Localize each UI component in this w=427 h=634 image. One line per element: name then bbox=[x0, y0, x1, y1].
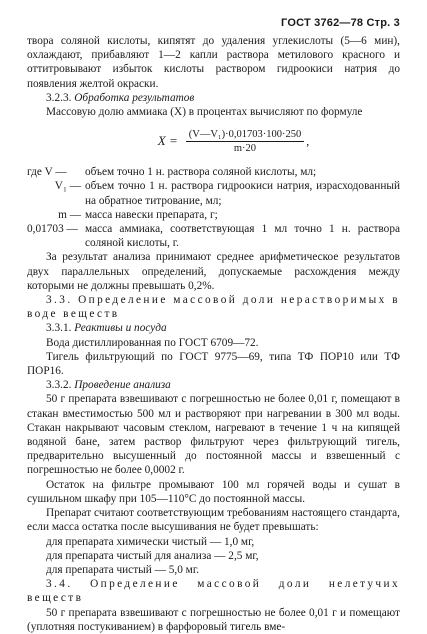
formula-fraction bbox=[186, 129, 304, 154]
paragraph-7: Остаток на фильтре промывают 100 мл горячей воды и сушат в сушильном шкафу при 105—110°С до постоянной массы. bbox=[27, 478, 400, 505]
formula-comma: , bbox=[306, 133, 310, 148]
paragraph-1: твора соляной кислоты, кипятят до удаления углекислоты (5—6 мин), охлаждают, прибавляют 1—2 капли раствора метилового красного и оттитровывают избыток кислоты раствором гидроокиси натрия до появления желтой окраски. bbox=[27, 35, 400, 90]
formula-denominator: m·20 bbox=[233, 142, 257, 154]
page-number: Стр. 3 bbox=[366, 17, 400, 29]
section-title: Реактивы и посуда bbox=[74, 322, 167, 335]
section-3-3-1-heading bbox=[27, 321, 400, 335]
definition-text: объем точно 1 н. раствора гидроокиси натрия, израсходованный на обратное титрование, мл; bbox=[85, 180, 400, 207]
section-title: Обработка результатов bbox=[74, 91, 195, 104]
paragraph-6: 50 г препарата взвешивают с погрешностью не более 0,01 г, помещают в стакан вместимостью 500 мл и растворяют при нагревании в 300 мл воды. Стакан накрывают часовым стеклом, нагревают в течение 1 ч на кипящей водяной бане, затем раствор фильтруют через фильтрующий тигель, предварительно высушенный до постоянной массы и взвешенный с погрешностью не более 0,0002 г. bbox=[27, 393, 400, 477]
section-3-3-2-heading bbox=[27, 378, 400, 392]
limit-row bbox=[27, 535, 400, 549]
limit-value: 2,5 мг, bbox=[228, 549, 259, 562]
formula-lhs: X = bbox=[157, 133, 178, 149]
paragraph-9: 50 г препарата взвешивают с погрешностью не более 0,01 г и помещают (уплотняя постукиванием) в фарфоровый тигель вме- bbox=[27, 606, 400, 633]
limit-label: для препарата чистый — bbox=[46, 563, 166, 576]
section-number: 3.2.3. bbox=[46, 91, 72, 104]
section-3-3-heading: 3.3. Определение массовой доли нерастворимых в воде веществ bbox=[27, 294, 400, 321]
definition-row bbox=[27, 208, 400, 222]
limit-label: для препарата чистый для анализа — bbox=[46, 549, 226, 562]
limit-row bbox=[27, 549, 400, 563]
definition-row bbox=[27, 222, 400, 250]
page-header bbox=[27, 17, 400, 34]
section-3-4-heading: 3.4. Определение массовой доли нелетучих веществ bbox=[27, 578, 400, 605]
limit-label: для препарата химически чистый — bbox=[46, 535, 222, 548]
section-number: 3.3.1. bbox=[46, 322, 72, 335]
formula-numerator: (V—V₁)·0,01703·100·250 bbox=[186, 129, 304, 142]
section-title: Проведение анализа bbox=[74, 379, 171, 392]
definition-symbol: где V — bbox=[27, 166, 67, 179]
definition-row bbox=[27, 179, 400, 207]
paragraph-4: Вода дистиллированная по ГОСТ 6709—72. bbox=[46, 336, 259, 349]
definition-symbol: 0,01703 — bbox=[27, 223, 78, 236]
definition-symbol: m — bbox=[58, 208, 81, 221]
residue-limits bbox=[27, 535, 400, 578]
paragraph-5: Тигель фильтрующий по ГОСТ 9775—69, типа ТФ ПОР10 или ТФ ПОР16. bbox=[27, 350, 400, 378]
definition-text: объем точно 1 н. раствора соляной кислоты, мл; bbox=[85, 166, 317, 179]
ammonia-formula bbox=[67, 121, 400, 161]
definition-symbol: V₁ — bbox=[54, 180, 81, 193]
paragraph-3: За результат анализа принимают среднее арифметическое результатов двух параллельных определений, допускаемые расхождения между которыми не должны превышать 0,2%. bbox=[27, 251, 400, 292]
limit-value: 1,0 мг, bbox=[223, 535, 255, 548]
limit-value: 5,0 мг. bbox=[168, 563, 200, 576]
section-number: 3.3.2. bbox=[46, 379, 72, 392]
limit-row bbox=[27, 563, 400, 577]
definition-text: масса аммиака, соответствующая 1 мл точно 1 н. раствора соляной кислоты, г. bbox=[85, 223, 400, 250]
variable-definitions bbox=[27, 165, 400, 250]
paragraph-2: Массовую долю аммиака (X) в процентах вычисляют по формуле bbox=[46, 106, 363, 119]
standard-title: ГОСТ 3762—78 bbox=[281, 17, 364, 29]
paragraph-8: Препарат считают соответствующим требованиям настоящего стандарта, если масса остатка после высушивания не будет превышать: bbox=[27, 507, 400, 534]
section-3-2-3-heading bbox=[27, 91, 400, 105]
definition-row bbox=[27, 165, 400, 179]
definition-text: масса навески препарата, г; bbox=[85, 208, 218, 221]
